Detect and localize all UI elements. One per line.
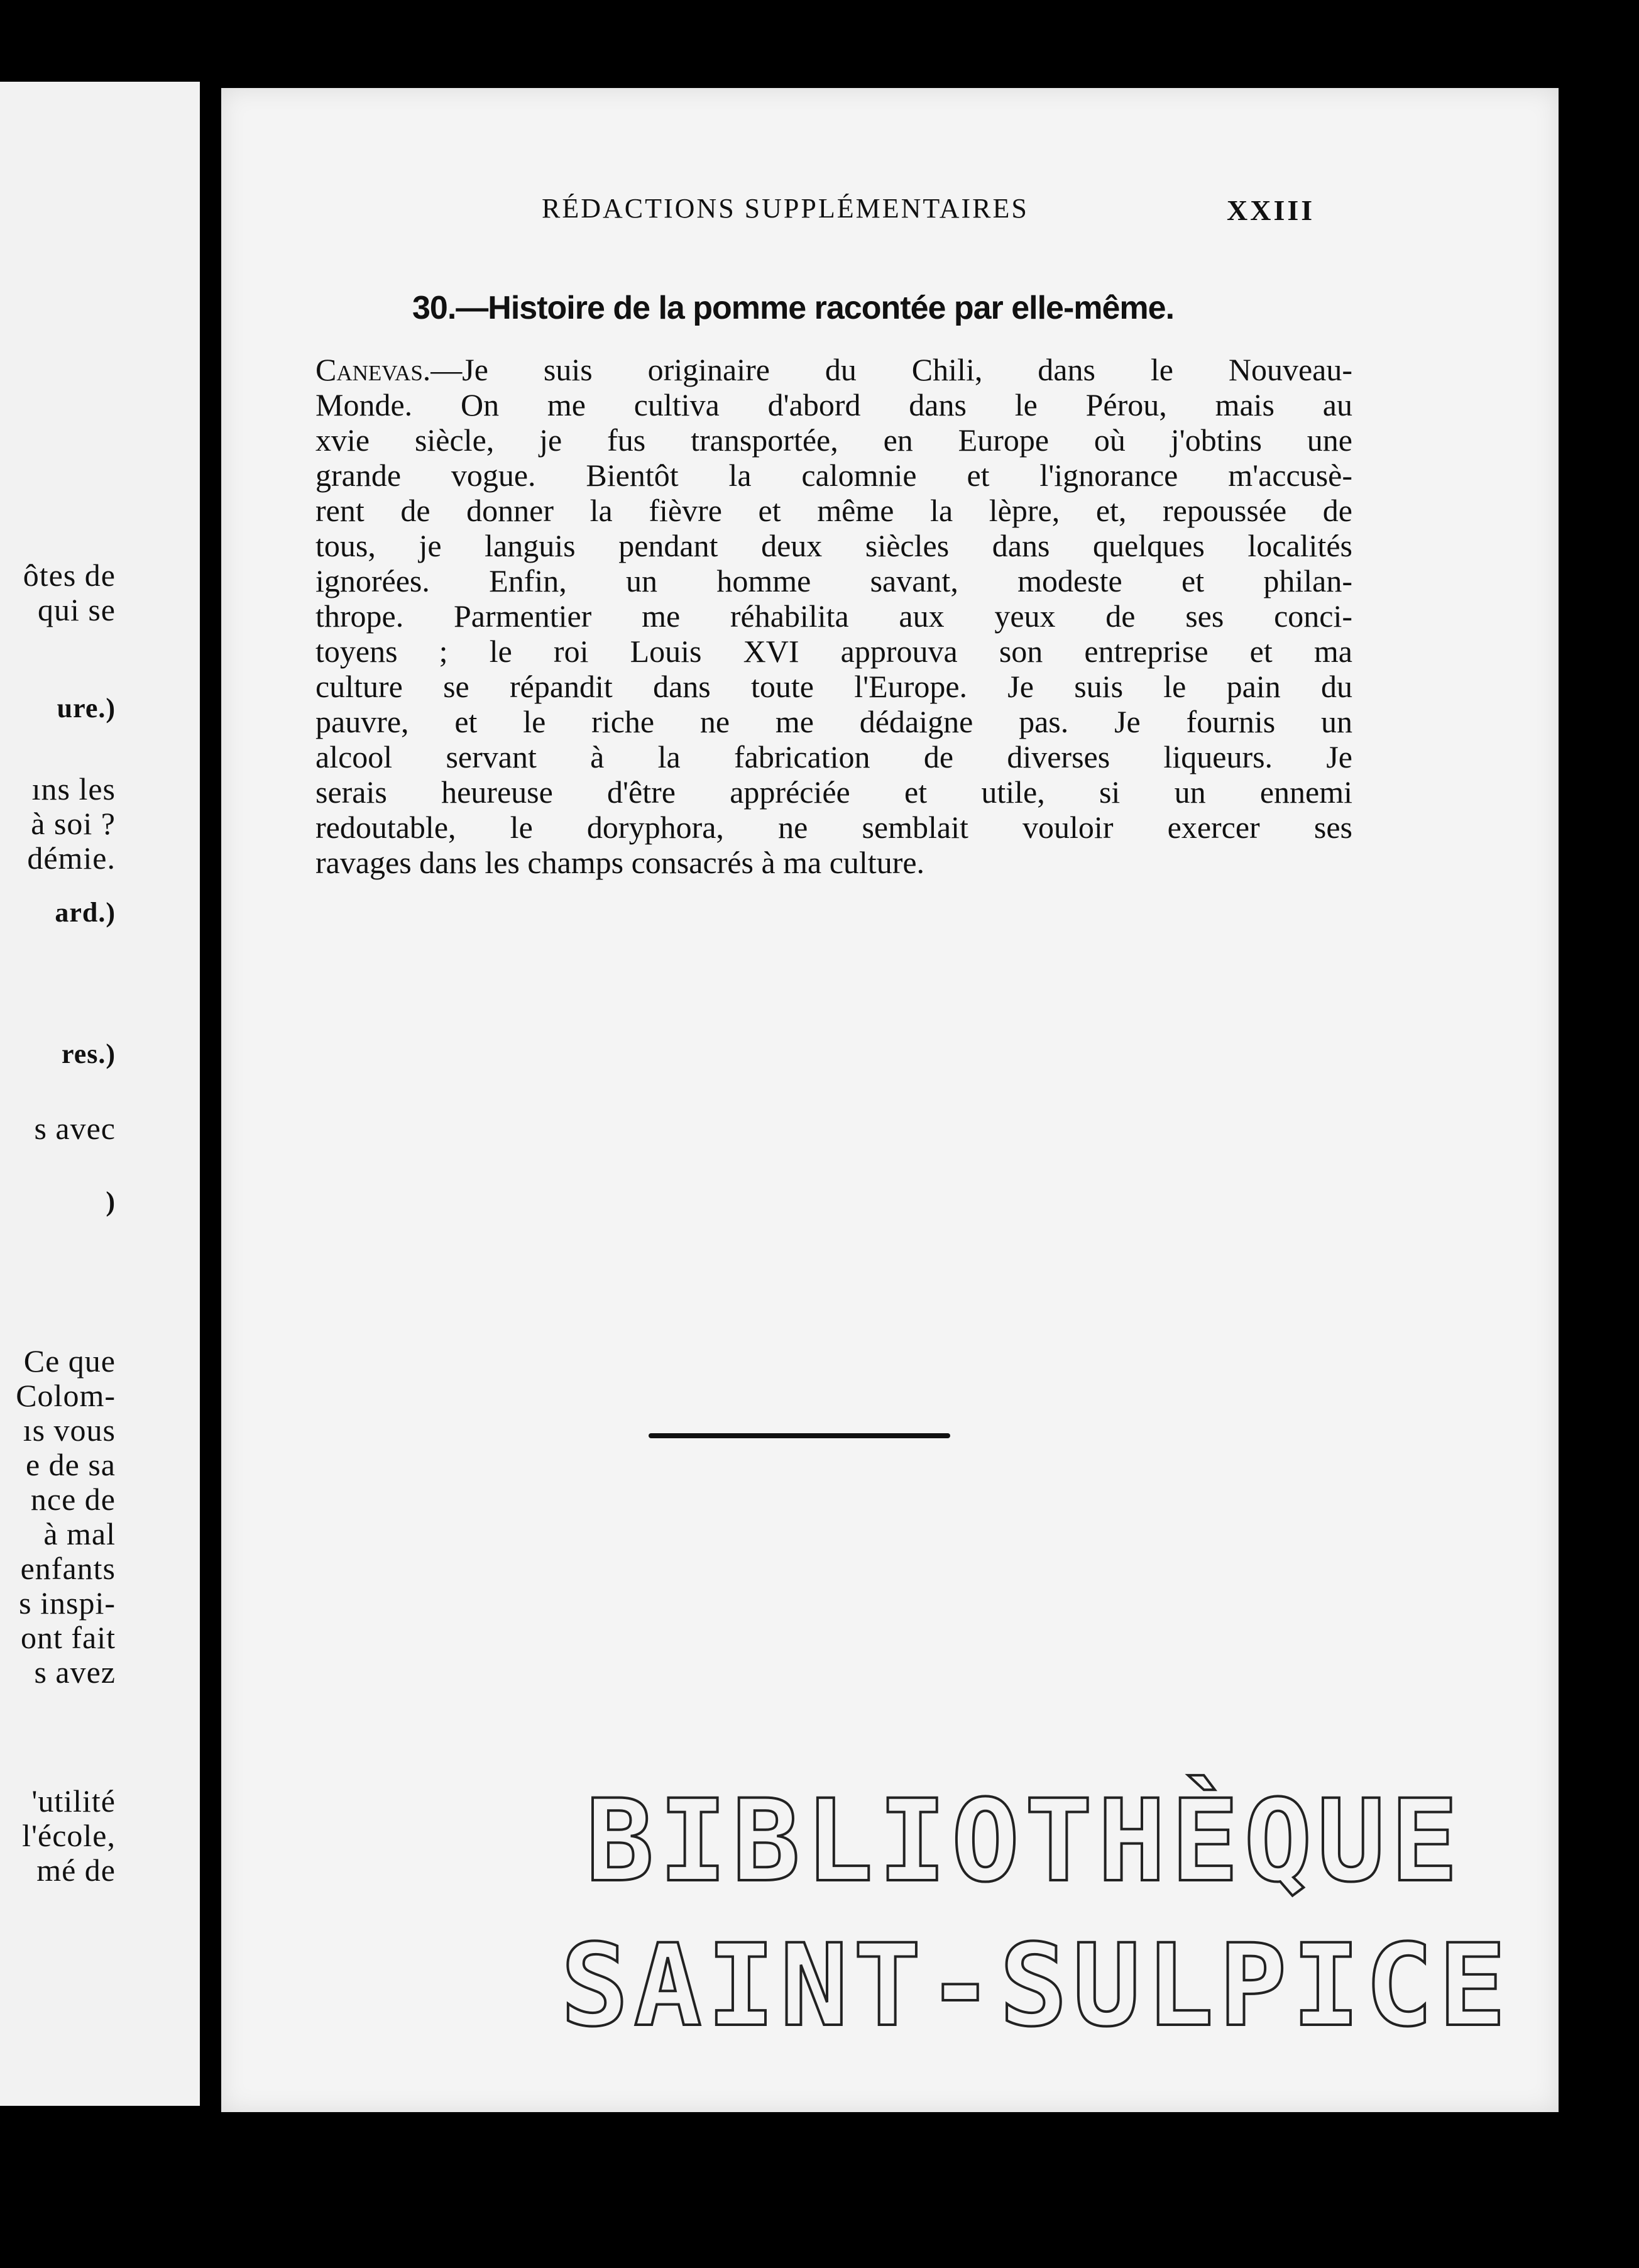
body-line-text: —Je suis originaire du Chili, dans le Nouveau- [430, 352, 1352, 387]
left-page-line: res.) [61, 1038, 116, 1069]
body-text [315, 352, 1352, 880]
body-line: thrope. Parmentier me réhabilita aux yeux de ses conci- [315, 598, 1352, 634]
body-line-first [315, 352, 1352, 387]
body-line: rent de donner la fièvre et même la lèpre, et, repoussée de [315, 493, 1352, 528]
section-title: 30.—Histoire de la pomme racontée par elle-même. [412, 290, 1175, 326]
body-line: pauvre, et le riche ne me dédaigne pas. Je fournis un [315, 704, 1352, 739]
body-line: grande vogue. Bientôt la calomnie et l'ignorance m'accusè- [315, 458, 1352, 493]
body-line: alcool servant à la fabrication de diverses liqueurs. Je [315, 739, 1352, 774]
stamp-line-1: BIBLIOTHÈQUE [586, 1776, 1464, 1907]
left-page-line: enfants [20, 1551, 116, 1586]
left-page-line: ard.) [55, 897, 116, 928]
canevas-label: Canevas. [315, 352, 431, 387]
page-number: XXIII [1227, 194, 1315, 226]
left-page-line: ) [106, 1186, 116, 1217]
left-page-line: démie. [27, 840, 116, 876]
left-page-line: ıns les [31, 771, 116, 806]
left-page-line: Ce que [23, 1343, 116, 1379]
left-page-line: à mal [43, 1516, 116, 1551]
left-page-line: s avec [34, 1111, 116, 1146]
left-page-line: 'utilité [31, 1783, 116, 1819]
body-line: ignorées. Enfin, un homme savant, modeste et philan- [315, 563, 1352, 598]
left-page-line: e de sa [25, 1447, 116, 1482]
body-line: toyens ; le roi Louis XVI approuva son entreprise et ma [315, 634, 1352, 669]
body-line: Monde. On me cultiva d'abord dans le Pérou, mais au [315, 387, 1352, 422]
body-line: culture se répandit dans toute l'Europe. Je suis le pain du [315, 669, 1352, 704]
section-end-rule [649, 1433, 950, 1438]
left-page-line: l'école, [22, 1818, 116, 1853]
left-page-line: mé de [36, 1852, 116, 1888]
left-page-line: s inspi- [19, 1585, 116, 1621]
left-page-line: qui se [37, 592, 116, 627]
body-line: xvie siècle, je fus transportée, en Europe où j'obtins une [315, 422, 1352, 458]
left-page-line: ıs vous [23, 1412, 116, 1448]
left-page-fragment [0, 82, 200, 2106]
left-page-line: s avez [34, 1654, 116, 1690]
library-perforation-stamp [561, 1776, 1511, 2112]
left-page-line: Colom- [16, 1378, 116, 1413]
main-page [221, 88, 1559, 2112]
body-line: tous, je languis pendant deux siècles dans quelques localités [315, 528, 1352, 563]
body-line-last: ravages dans les champs consacrés à ma culture. [315, 845, 925, 880]
left-page-line: nce de [30, 1482, 116, 1517]
body-line: serais heureuse d'être appréciée et utile, si un ennemi [315, 774, 1352, 810]
left-page-line: à soi ? [31, 806, 116, 841]
body-line: redoutable, le doryphora, ne semblait vouloir exercer ses [315, 810, 1352, 845]
left-page-line: ôtes de [23, 558, 116, 593]
running-head: RÉDACTIONS SUPPLÉMENTAIRES [542, 193, 1029, 224]
left-page-line: ont fait [20, 1620, 116, 1655]
left-page-line: ure.) [57, 693, 116, 724]
stamp-line-2: SAINT-SULPICE [561, 1920, 1511, 2052]
